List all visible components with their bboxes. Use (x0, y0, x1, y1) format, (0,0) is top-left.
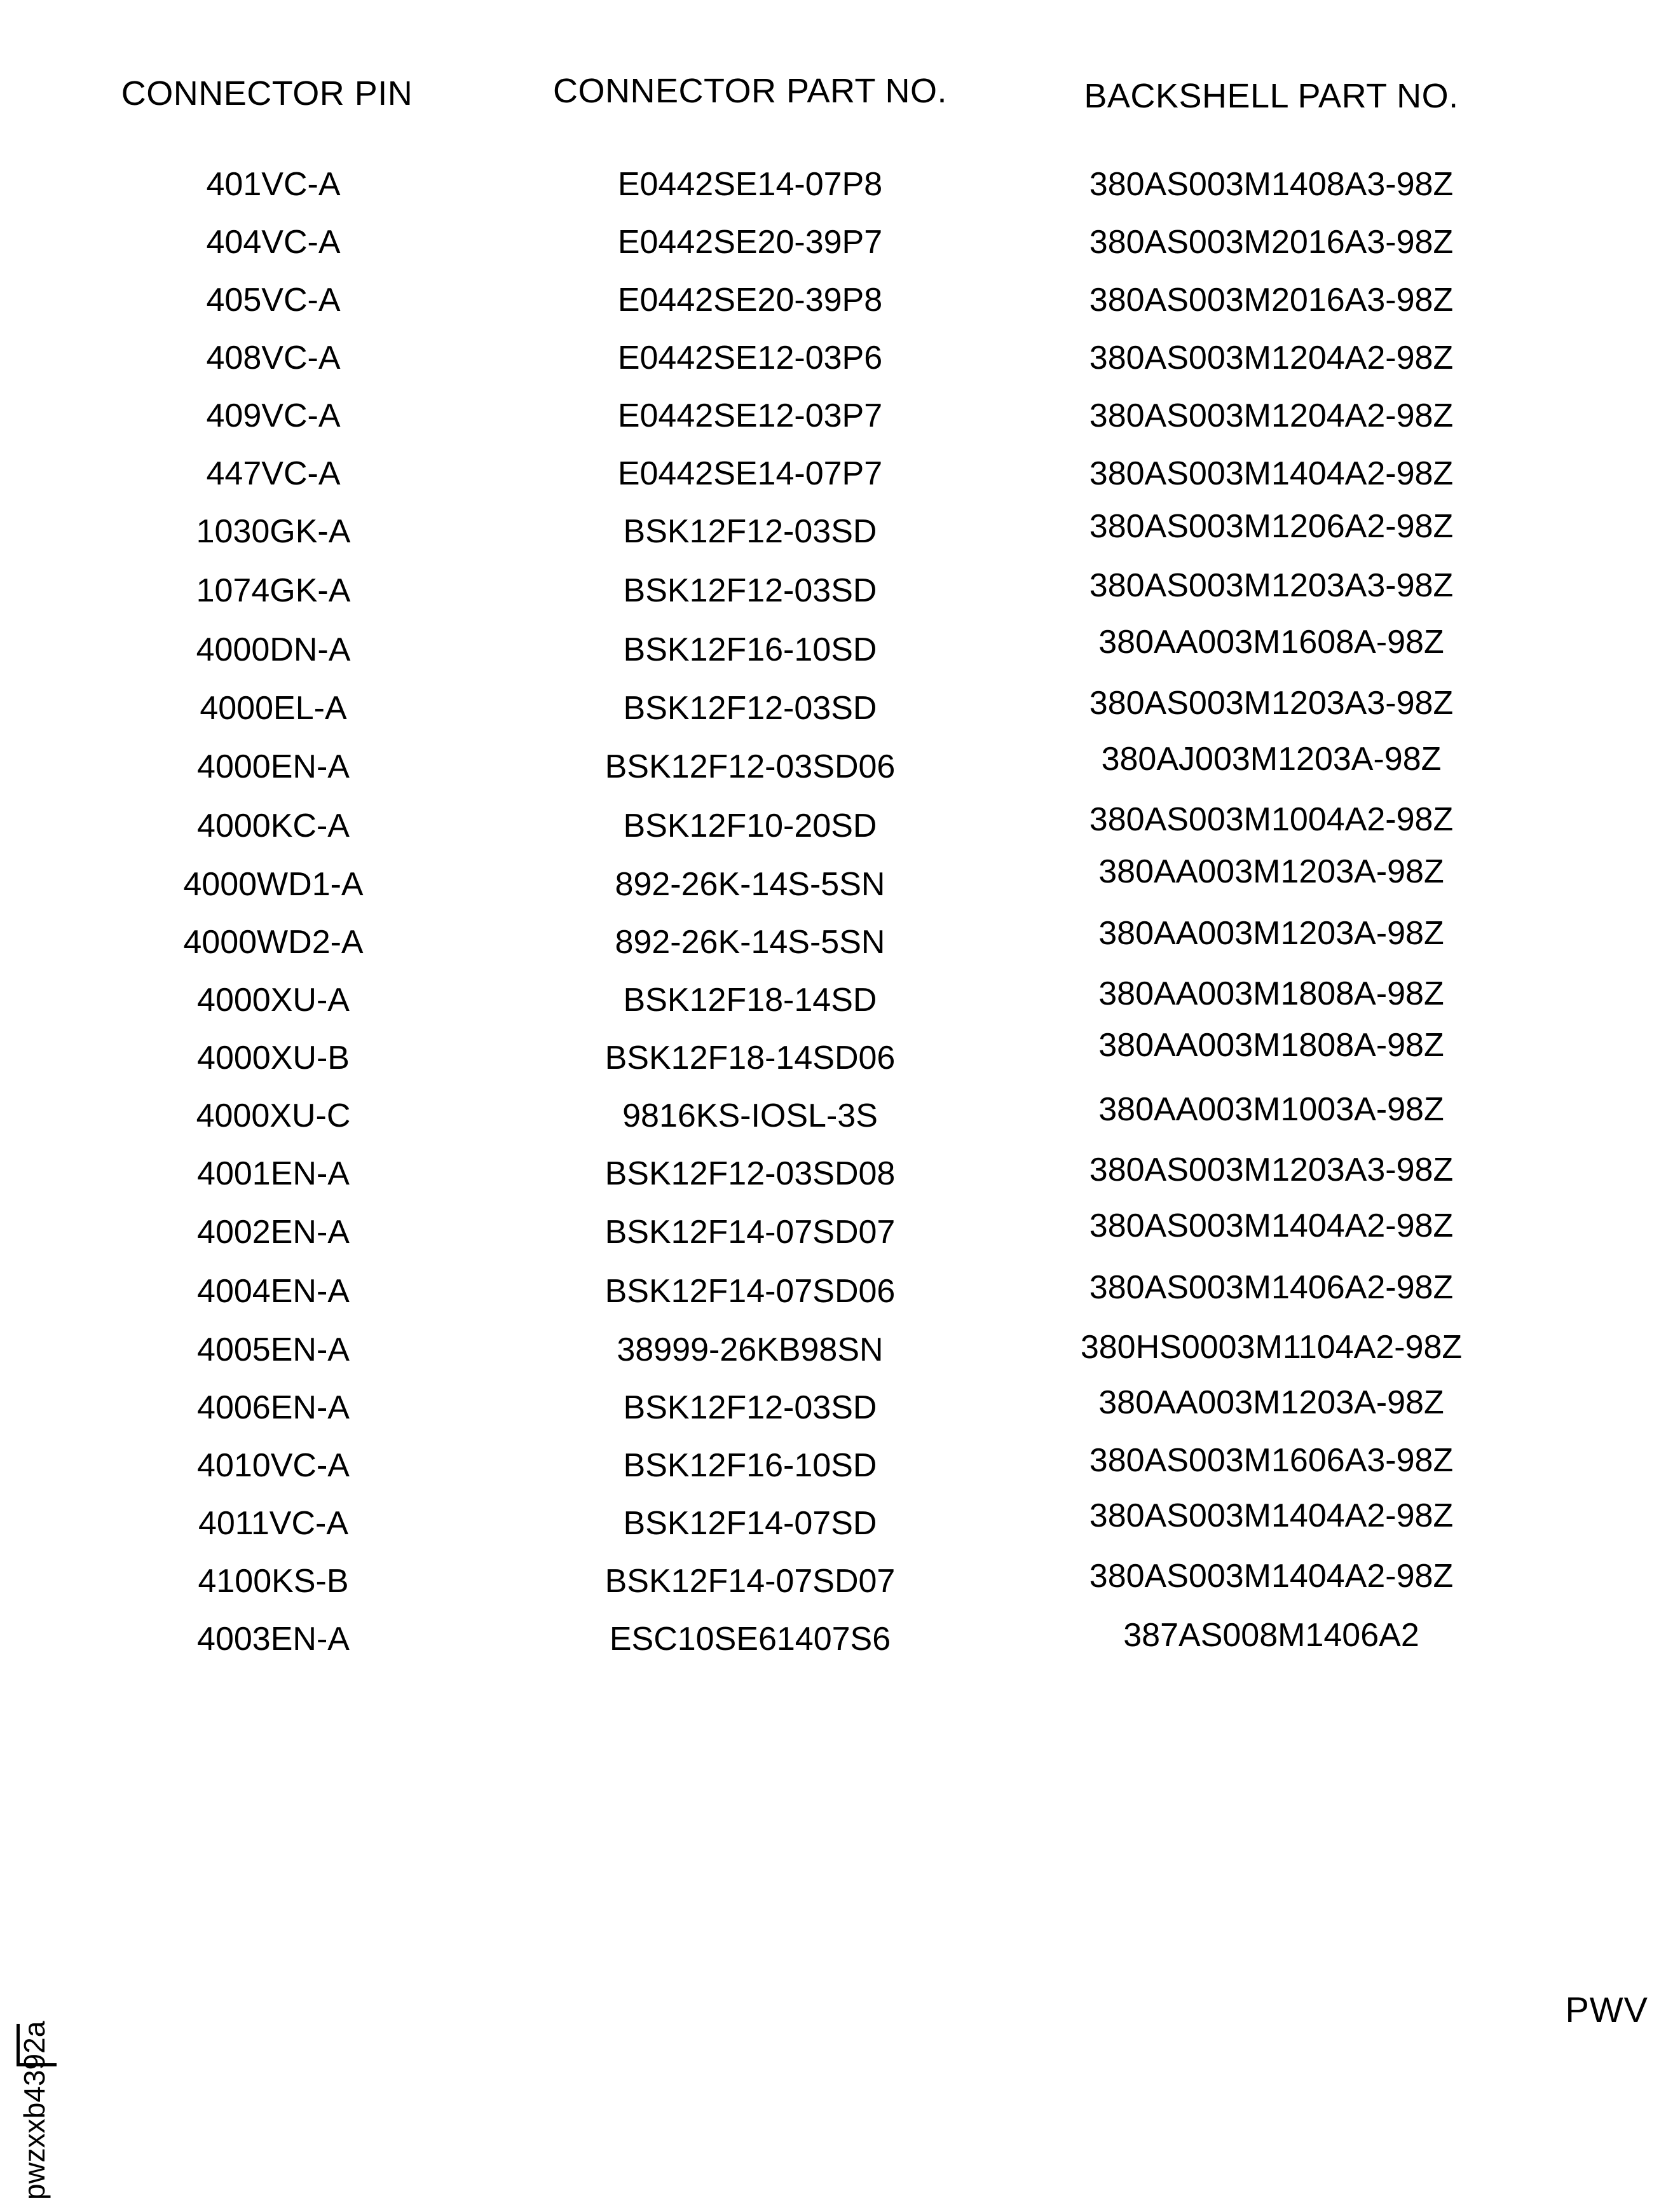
cell-connector-part-no: ESC10SE61407S6 (609, 1621, 891, 1658)
table-row (0, 220, 1680, 264)
cell-backshell-part-no: 380AS003M1204A2-98Z (1089, 397, 1454, 434)
cell-connector-pin: 4004EN-A (197, 1273, 350, 1310)
table-row (0, 1559, 1680, 1604)
table-row (0, 624, 1680, 672)
cell-connector-pin: 409VC-A (206, 397, 341, 434)
table-row (0, 336, 1680, 380)
table-row (0, 1091, 1680, 1138)
cell-connector-part-no: BSK12F12-03SD (623, 690, 877, 727)
cell-backshell-part-no: 380AA003M1808A-98Z (1098, 1027, 1444, 1064)
cell-connector-part-no: BSK12F14-07SD (623, 1505, 877, 1542)
cell-connector-pin: 4000XU-B (197, 1040, 350, 1076)
cell-connector-part-no: BSK12F12-03SD (623, 572, 877, 609)
table-row (0, 568, 1680, 613)
cell-connector-part-no: 9816KS-IOSL-3S (622, 1097, 878, 1134)
cell-connector-pin: 4000WD1-A (183, 866, 364, 903)
table-row (0, 975, 1680, 1022)
cell-connector-pin: 4011VC-A (198, 1505, 349, 1542)
cell-connector-part-no: E0442SE12-03P7 (617, 397, 883, 434)
document-code: pwzxxb4392a (18, 2021, 51, 2200)
cell-connector-part-no: E0442SE20-39P7 (617, 224, 883, 261)
cell-backshell-part-no: 380AA003M1203A-98Z (1098, 915, 1444, 952)
cell-backshell-part-no: 380HS0003M1104A2-98Z (1080, 1329, 1463, 1366)
cell-backshell-part-no: 380AS003M1404A2-98Z (1089, 1207, 1454, 1244)
cell-connector-part-no: BSK12F18-14SD (623, 982, 877, 1019)
cell-connector-part-no: 892-26K-14S-5SN (615, 866, 885, 903)
cell-connector-part-no: BSK12F12-03SD (623, 1389, 877, 1426)
table-row (0, 1385, 1680, 1430)
cell-connector-part-no: BSK12F10-20SD (623, 807, 877, 844)
table-row (0, 451, 1680, 496)
table-row (0, 1328, 1680, 1372)
cell-connector-pin: 4010VC-A (197, 1447, 350, 1484)
cell-connector-pin: 4006EN-A (197, 1389, 350, 1426)
cell-connector-part-no: BSK12F16-10SD (623, 631, 877, 668)
cell-connector-pin: 4000EL-A (200, 690, 347, 727)
cell-connector-pin: 4002EN-A (197, 1214, 350, 1251)
cell-connector-part-no: BSK12F14-07SD07 (604, 1563, 896, 1600)
table-row (0, 801, 1680, 848)
cell-backshell-part-no: 380AS003M1404A2-98Z (1089, 1497, 1454, 1534)
cell-connector-part-no: BSK12F18-14SD06 (604, 1040, 896, 1076)
cell-connector-pin: 4000DN-A (196, 631, 351, 668)
sheet-code: PWV (1565, 1989, 1648, 2030)
table-row (0, 394, 1680, 438)
column-header-connector-part-no: CONNECTOR PART NO. (552, 72, 948, 110)
table-row (0, 1151, 1680, 1196)
cell-connector-pin: 4000EN-A (197, 748, 350, 785)
cell-connector-pin: 4000XU-C (196, 1097, 351, 1134)
table-row (0, 1617, 1680, 1661)
cell-connector-part-no: E0442SE14-07P7 (617, 455, 883, 492)
cell-connector-part-no: E0442SE20-39P8 (617, 282, 883, 319)
cell-connector-part-no: BSK12F14-07SD07 (604, 1214, 896, 1251)
cell-connector-part-no: BSK12F12-03SD (623, 513, 877, 550)
cell-backshell-part-no: 380AS003M1408A3-98Z (1089, 166, 1454, 203)
table-row (0, 915, 1680, 965)
cell-backshell-part-no: 380AA003M1203A-98Z (1098, 1384, 1444, 1421)
cell-backshell-part-no: 380AS003M2016A3-98Z (1089, 282, 1454, 319)
cell-connector-pin: 408VC-A (206, 340, 341, 376)
cell-backshell-part-no: 380AS003M1206A2-98Z (1089, 508, 1454, 545)
cell-backshell-part-no: 380AA003M1003A-98Z (1098, 1091, 1444, 1128)
cell-backshell-part-no: 380AS003M1404A2-98Z (1089, 455, 1454, 492)
cell-connector-part-no: E0442SE14-07P8 (617, 166, 883, 203)
table-row (0, 686, 1680, 731)
cell-connector-pin: 401VC-A (206, 166, 341, 203)
table-row (0, 1269, 1680, 1314)
table-row (0, 853, 1680, 907)
cell-backshell-part-no: 380AS003M1004A2-98Z (1089, 801, 1454, 838)
cell-connector-pin: 4000KC-A (197, 807, 350, 844)
column-header-connector-pin: CONNECTOR PIN (121, 74, 413, 113)
cell-connector-pin: 404VC-A (206, 224, 341, 261)
cell-connector-pin: 4000XU-A (197, 982, 350, 1019)
table-row (0, 1443, 1680, 1488)
table-row (0, 278, 1680, 322)
cell-backshell-part-no: 380AA003M1808A-98Z (1098, 975, 1444, 1012)
cell-connector-part-no: BSK12F14-07SD06 (604, 1273, 896, 1310)
cell-backshell-part-no: 380AA003M1203A-98Z (1098, 853, 1444, 890)
cell-backshell-part-no: 380AS003M1406A2-98Z (1089, 1269, 1454, 1306)
cell-connector-part-no: 38999-26KB98SN (617, 1331, 884, 1368)
column-header-backshell-part-no: BACKSHELL PART NO. (1084, 77, 1459, 115)
table-row (0, 1497, 1680, 1546)
cell-connector-pin: 4100KS-B (198, 1563, 349, 1600)
cell-backshell-part-no: 380AS003M1203A3-98Z (1089, 1151, 1454, 1188)
cell-connector-pin: 1074GK-A (196, 572, 351, 609)
cell-connector-pin: 447VC-A (206, 455, 341, 492)
cell-connector-part-no: 892-26K-14S-5SN (615, 924, 885, 961)
cell-connector-pin: 4005EN-A (197, 1331, 350, 1368)
cell-connector-part-no: BSK12F12-03SD08 (604, 1155, 896, 1192)
cell-backshell-part-no: 380AS003M1606A3-98Z (1089, 1442, 1454, 1479)
table-row (0, 1207, 1680, 1254)
cell-connector-pin: 4003EN-A (197, 1621, 350, 1658)
table-row (0, 741, 1680, 789)
cell-connector-pin: 405VC-A (206, 282, 341, 319)
cell-connector-pin: 1030GK-A (196, 513, 351, 550)
cell-backshell-part-no: 380AS003M1203A3-98Z (1089, 567, 1454, 604)
table-row (0, 1027, 1680, 1080)
cell-connector-part-no: BSK12F12-03SD06 (604, 748, 896, 785)
cell-backshell-part-no: 387AS008M1406A2 (1123, 1617, 1419, 1654)
cell-connector-part-no: BSK12F16-10SD (623, 1447, 877, 1484)
cell-backshell-part-no: 380AS003M1404A2-98Z (1089, 1558, 1454, 1595)
cell-backshell-part-no: 380AS003M1203A3-98Z (1089, 685, 1454, 722)
cell-backshell-part-no: 380AA003M1608A-98Z (1098, 624, 1444, 661)
cell-backshell-part-no: 380AJ003M1203A-98Z (1101, 741, 1442, 778)
cell-connector-part-no: E0442SE12-03P6 (617, 340, 883, 376)
table-row (0, 162, 1680, 207)
cell-backshell-part-no: 380AS003M1204A2-98Z (1089, 340, 1454, 376)
cell-connector-pin: 4001EN-A (197, 1155, 350, 1192)
cell-backshell-part-no: 380AS003M2016A3-98Z (1089, 224, 1454, 261)
document-code-block (17, 1768, 93, 2200)
cell-connector-pin: 4000WD2-A (183, 924, 364, 961)
table-row (0, 509, 1680, 554)
